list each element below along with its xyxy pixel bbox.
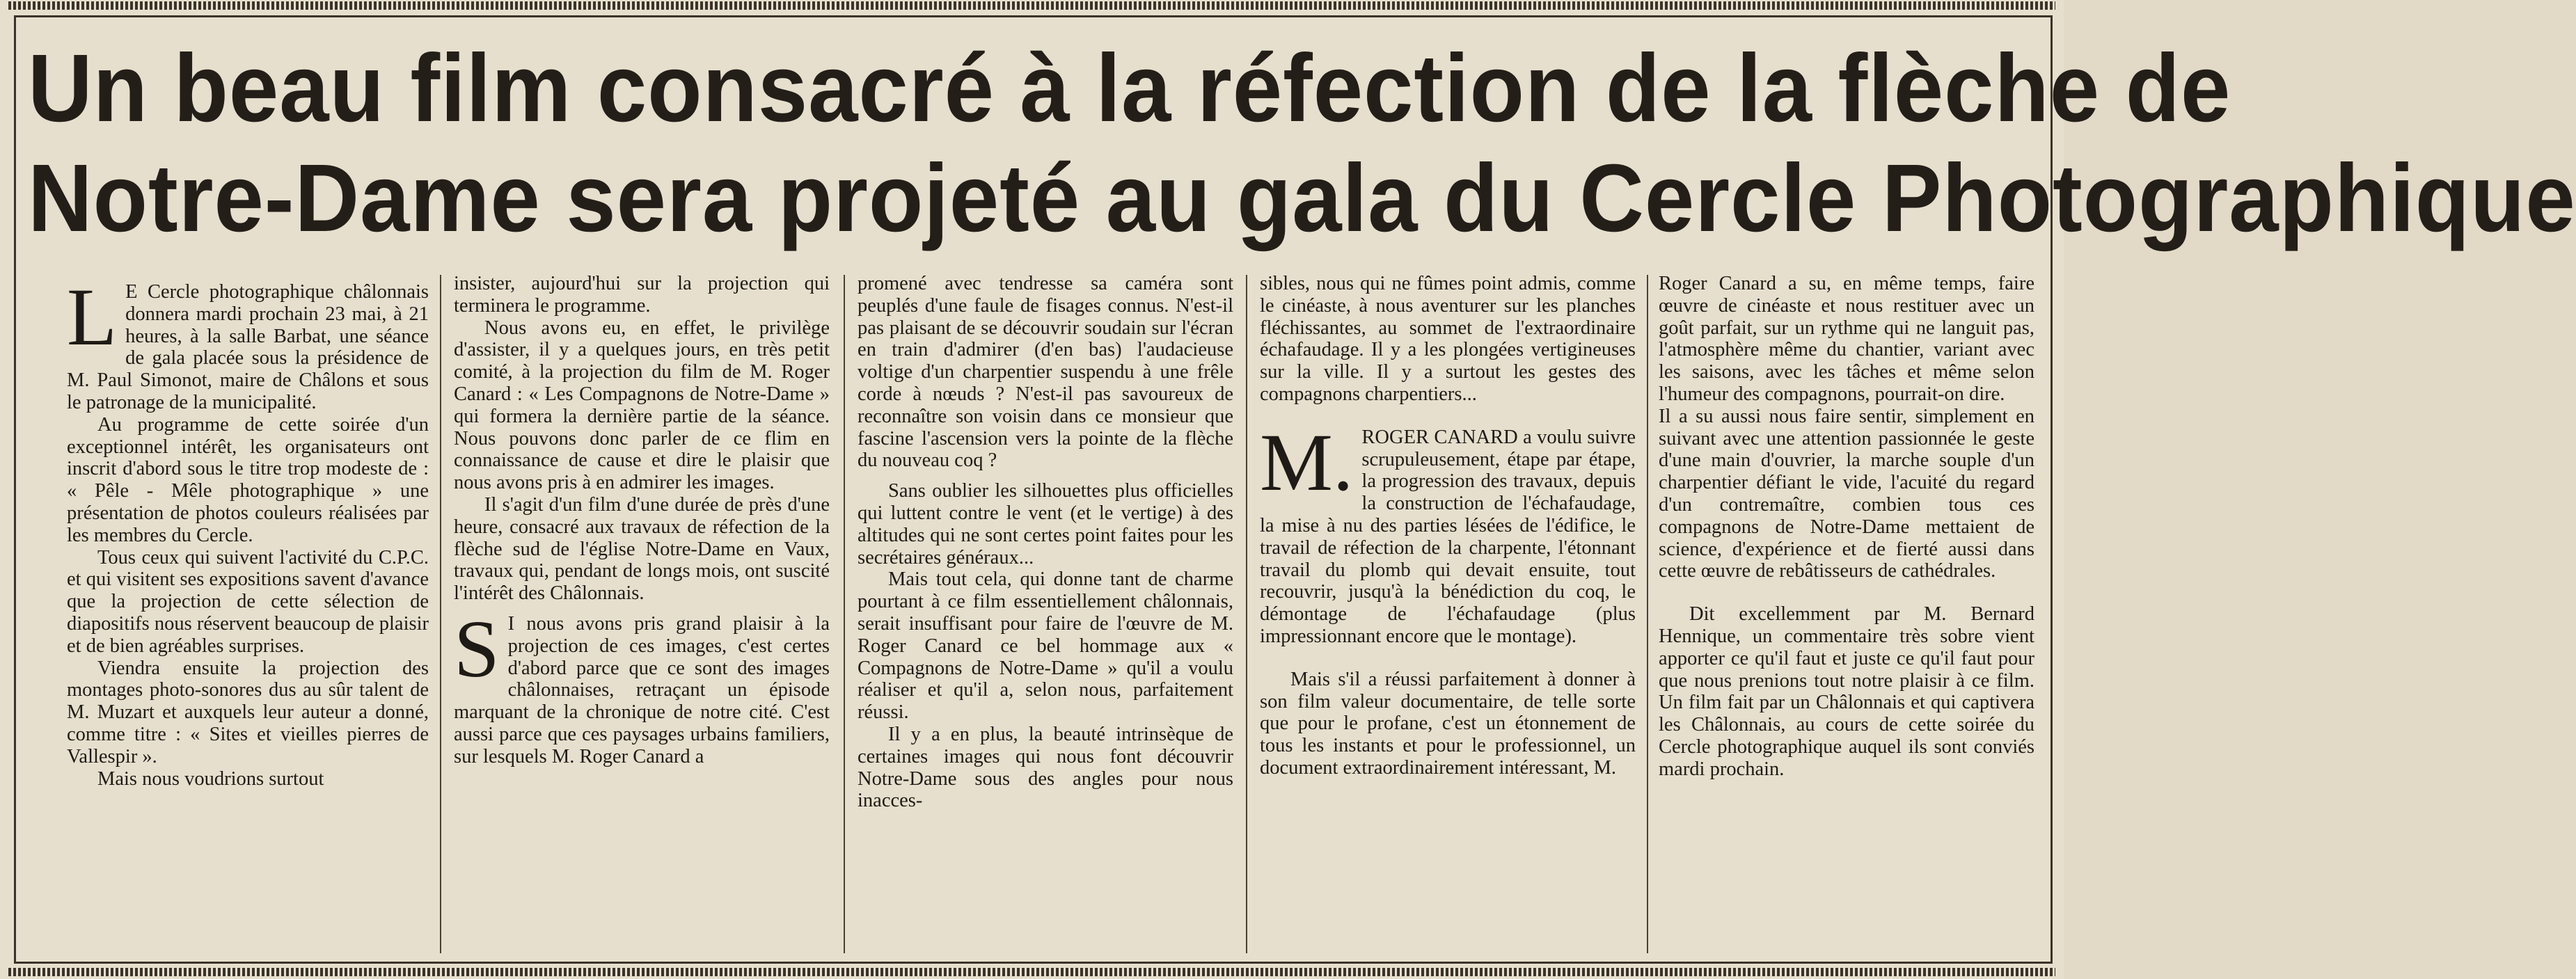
paragraph: Mais s'il a réussi parfaitement à donner à son film valeur documentaire, de telle sorte que pour le profane, c'est un étonnement de tous les instants et pour le professionnel, un document extraordinairement intéressant, M. xyxy=(1260,668,1636,779)
drop-cap: M. xyxy=(1260,416,1354,508)
paragraph: Il s'agit d'un film d'une durée de près d'une heure, consacré aux travaux de réfection de la flèche sud de l'église Notre-Dame en Vaux, travaux qui, pendant de longs mois, ont suscité l'intérêt des Châlonnais. xyxy=(454,493,830,605)
paragraph: Il y a en plus, la beauté intrinsèque de certaines images qui nous font découvrir Notre-Dame sous des angles pour nous inacces- xyxy=(858,723,1233,812)
column-separator xyxy=(844,275,845,953)
paragraph: Roger Canard a su, en même temps, faire œuvre de cinéaste et nous restituer avec un goût parfait, sur un rythme qui ne languit pas, l'atmosphère même du chantier, variant avec les saisons, avec les tâches et même selon l'humeur des compagnons, pourrait-on dire. xyxy=(1659,273,2034,405)
paragraph-text: ROGER CANARD a voulu suivre scrupuleusement, étape par étape, la progression des travaux, depuis la construction de l'échafaudage, la mise à nu des parties lésées de l'édifice, le travail de réfection de la charpente, l'étonnant travail du plomb qui devait ensuite, tout recouvrir, jusqu'à la bénédiction du coq, le démontage de l'échafaudage (plus impressionnant encore que le montage). xyxy=(1260,426,1636,647)
paragraph xyxy=(67,271,429,414)
paragraph: Dit excellemment par M. Bernard Hennique, un commentaire très sobre vient apporter ce qu'il faut et juste ce qu'il faut pour que nous prenions tout notre plaisir à ce film. Un film fait par un Châlonnais et qui captivera les Châlonnais, au cours de cette soirée du Cercle photographique auquel ils sont conviés mardi prochain. xyxy=(1659,603,2034,780)
paragraph: Tous ceux qui suivent l'activité du C.P.C. et qui visitent ses expositions savent d'avance que la projection de cette sélection de diapositifs nous réservent beaucoup de plaisir et de bien agréables surprises. xyxy=(67,546,429,657)
paragraph-text: E Cercle photographique châlonnais donnera mardi prochain 23 mai, à 21 heures, à la salle Barbat, une séance de gala placée sous la présidence de M. Paul Simonot, maire de Châlons et sous le patronage de la municipalité. xyxy=(67,281,429,413)
top-dotted-rule xyxy=(8,1,2055,10)
drop-cap: L xyxy=(67,271,118,363)
paragraph: Au programme de cette soirée d'un exceptionnel intérêt, les organisateurs ont inscrit d'abord sous le titre trop modeste de : « Pêle - Mêle photographique » une présentation de photos couleurs réalisées par les membres du Cercle. xyxy=(67,413,429,546)
paragraph-text: I nous avons pris grand plaisir à la projection de ces images, c'est certes d'abord parce que ce sont des images châlonnaises, retraçant un épisode marquant de la chronique de notre cité. C'est aussi parce que ces paysages urbains familiers, sur lesquels M. Roger Canard a xyxy=(454,612,830,767)
headline-line-1: Un beau film consacré à la réfection de la flèche de xyxy=(28,35,2231,142)
headline-line-2: Notre-Dame sera projeté au gala du Cercle Photographique xyxy=(28,145,2576,252)
paragraph: promené avec tendresse sa caméra sont peuplés d'une faule de fisages connus. N'est-il pas plaisant de se découvrir soudain sur l'écran en train d'admirer (d'en bas) l'audacieuse voltige d'un charpentier suspendu à une frêle corde à nœuds ? N'est-il pas savoureux de reconnaître son voisin dans ce monsieur que fascine l'ascension vers la pointe de la flèche du nouveau coq ? xyxy=(858,273,1233,472)
paragraph: Viendra ensuite la projection des montages photo-sonores dus au sûr talent de M. Muzart et auxquels leur auteur a donné, comme titre : « Sites et vieilles pierres de Vallespir ». xyxy=(67,657,429,767)
paragraph xyxy=(1260,416,1636,648)
drop-cap: S xyxy=(454,603,500,694)
paragraph: Mais nous voudrions surtout xyxy=(97,767,324,790)
article-column-1 xyxy=(67,271,429,790)
paragraph: Mais tout cela, qui donne tant de charme pourtant à ce film essentiellement châlonnais, serait insuffisant pour faire de l'œuvre de M. Roger Canard ce bel hommage aux « Compagnons de Notre-Dame » qu'il a voulu réaliser et qu'il a, selon nous, parfaitement réussi. xyxy=(858,568,1233,724)
paragraph: insister, aujourd'hui sur la projection qui terminera le programme. xyxy=(454,273,830,317)
column-separator xyxy=(1246,275,1247,953)
article-column-4 xyxy=(1260,273,1636,779)
article-column-5 xyxy=(1659,273,2034,781)
column-separator xyxy=(1647,275,1648,953)
paragraph xyxy=(454,603,830,768)
paragraph: sibles, nous qui ne fûmes point admis, comme le cinéaste, à nous aventurer sur les planches fléchissantes, au sommet de l'extraordinaire échafaudage. Il y a les plongées vertigineuses sur la ville. Il y a surtout les gestes des compagnons charpentiers... xyxy=(1260,273,1636,405)
paragraph: Sans oublier les silhouettes plus officielles qui luttent contre le vent (et le vertige) à des altitudes qui ne sont certes point faites pour les secrétaires généraux... xyxy=(858,480,1233,568)
column-separator xyxy=(440,275,441,953)
paragraph: Nous avons eu, en effet, le privilège d'assister, il y a quelques jours, en très petit comité, à la projection du film de M. Roger Canard : « Les Compagnons de Notre-Dame » qui formera la dernière partie de la séance. Nous pouvons donc parler de ce flim en connaissance de cause et dire le plaisir que nous avons pris à en admirer les images. xyxy=(454,317,830,494)
bottom-dotted-rule xyxy=(8,968,2055,976)
paragraph: Il a su aussi nous faire sentir, simplement en suivant avec une attention passionnée le geste d'une main d'ouvrier, la marche souple d'un charpentier défiant le vide, l'acuité du regard d'un contremaître, combien tous ces compagnons de Notre-Dame mettaient de science, d'expérience et de fierté aussi dans cette œuvre de rebâtisseurs de cathédrales. xyxy=(1659,405,2034,582)
article-column-2 xyxy=(454,273,830,768)
article-column-3 xyxy=(858,273,1233,812)
